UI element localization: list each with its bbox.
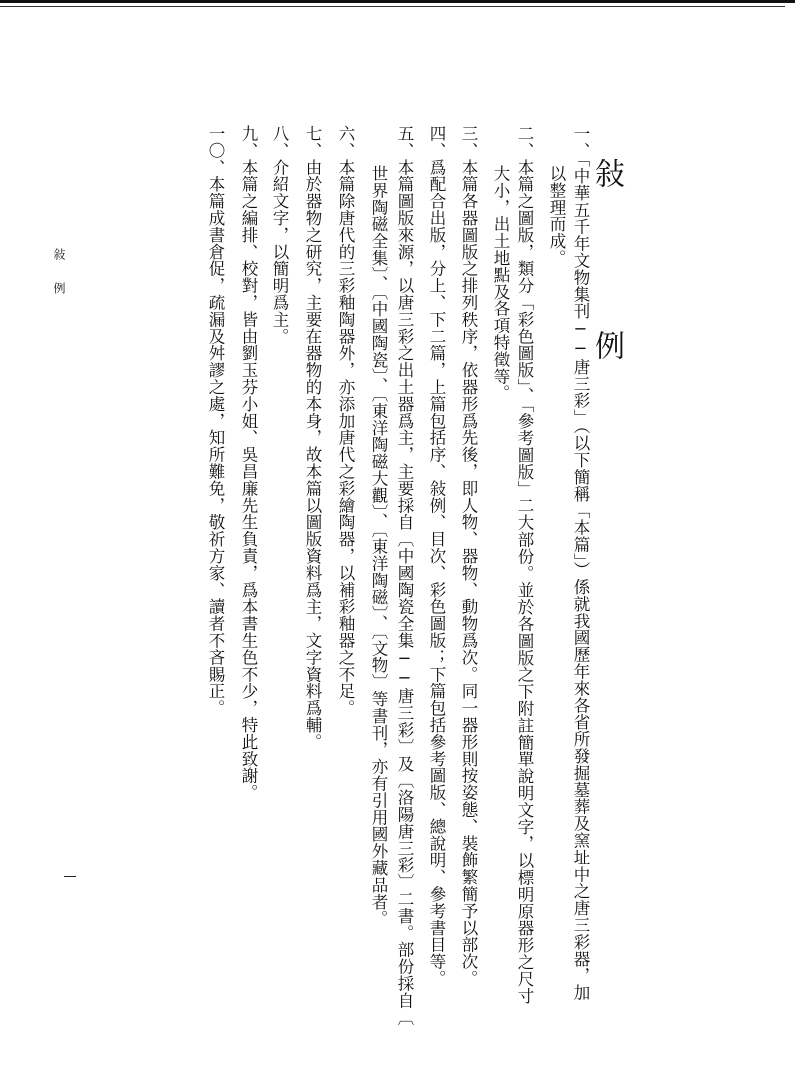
page-number — [64, 876, 76, 877]
item-6: 六、本篇除唐代的三彩釉陶器外，亦添加唐代之彩繪陶器，以補彩釉器之不足。 — [336, 125, 355, 717]
item-1: 一、「中華五千年文物集刊──唐三彩」（以下簡稱「本篇」）係就我國歷年來各省所發掘墓葬及窯址中之唐三彩器，加 — [571, 125, 590, 1001]
item-5: 五、本篇圖版來源，以唐三彩之出土器爲主，主要採自〔中國陶瓷全集──唐三彩〕及〔洛陽唐三彩〕二書。部份採自〔 — [395, 125, 414, 1026]
item-9: 九、本篇之編排、校對，皆由劉玉芬小姐、吳昌廉先生負責，爲本書生色不少，特此致謝。 — [239, 125, 258, 801]
item-5-cont: 世界陶磁全集〕、〔中國陶瓷〕、〔東洋陶磁大觀〕、〔東洋陶磁〕、〔文物〕等書刊，亦有引用國外藏品者。 — [369, 165, 388, 928]
item-3: 三、本篇各器圖版之排列秩序，依器形爲先後，即人物、器物、動物爲次。同一器形則按姿態、裝飾繁簡予以部次。 — [459, 125, 478, 987]
item-7: 七、由於器物之研究，主要在器物的本身，故本篇以圖版資料爲主，文字資料爲輔。 — [303, 125, 322, 751]
item-10: 一〇、本篇成書倉促，疏漏及舛謬之處，知所難免，敬祈方家、讀者不吝賜正。 — [206, 125, 225, 717]
item-1-cont: 以整理而成。 — [547, 165, 566, 267]
side-running-title: 敍例 — [52, 248, 66, 316]
item-8: 八、介紹文字，以簡明爲主。 — [270, 125, 289, 345]
top-border — [0, 0, 795, 3]
page-title: 敍 例 — [589, 158, 624, 416]
item-2-cont: 大小，出土地點及各項特徵等。 — [491, 165, 510, 402]
top-border-thin — [0, 6, 785, 7]
page-number-label — [0, 0, 1, 1]
item-4: 四、爲配合出版，分上、下二篇，上篇包括序、敍例、目次、彩色圖版；下篇包括參考圖版、總說明、參考書目等。 — [427, 125, 446, 987]
item-2: 二、本篇之圖版，類分「彩色圖版」、「參考圖版」二大部份。並於各圖版之下附註簡單說明文字，以標明原器形之尺寸 — [515, 125, 534, 1005]
